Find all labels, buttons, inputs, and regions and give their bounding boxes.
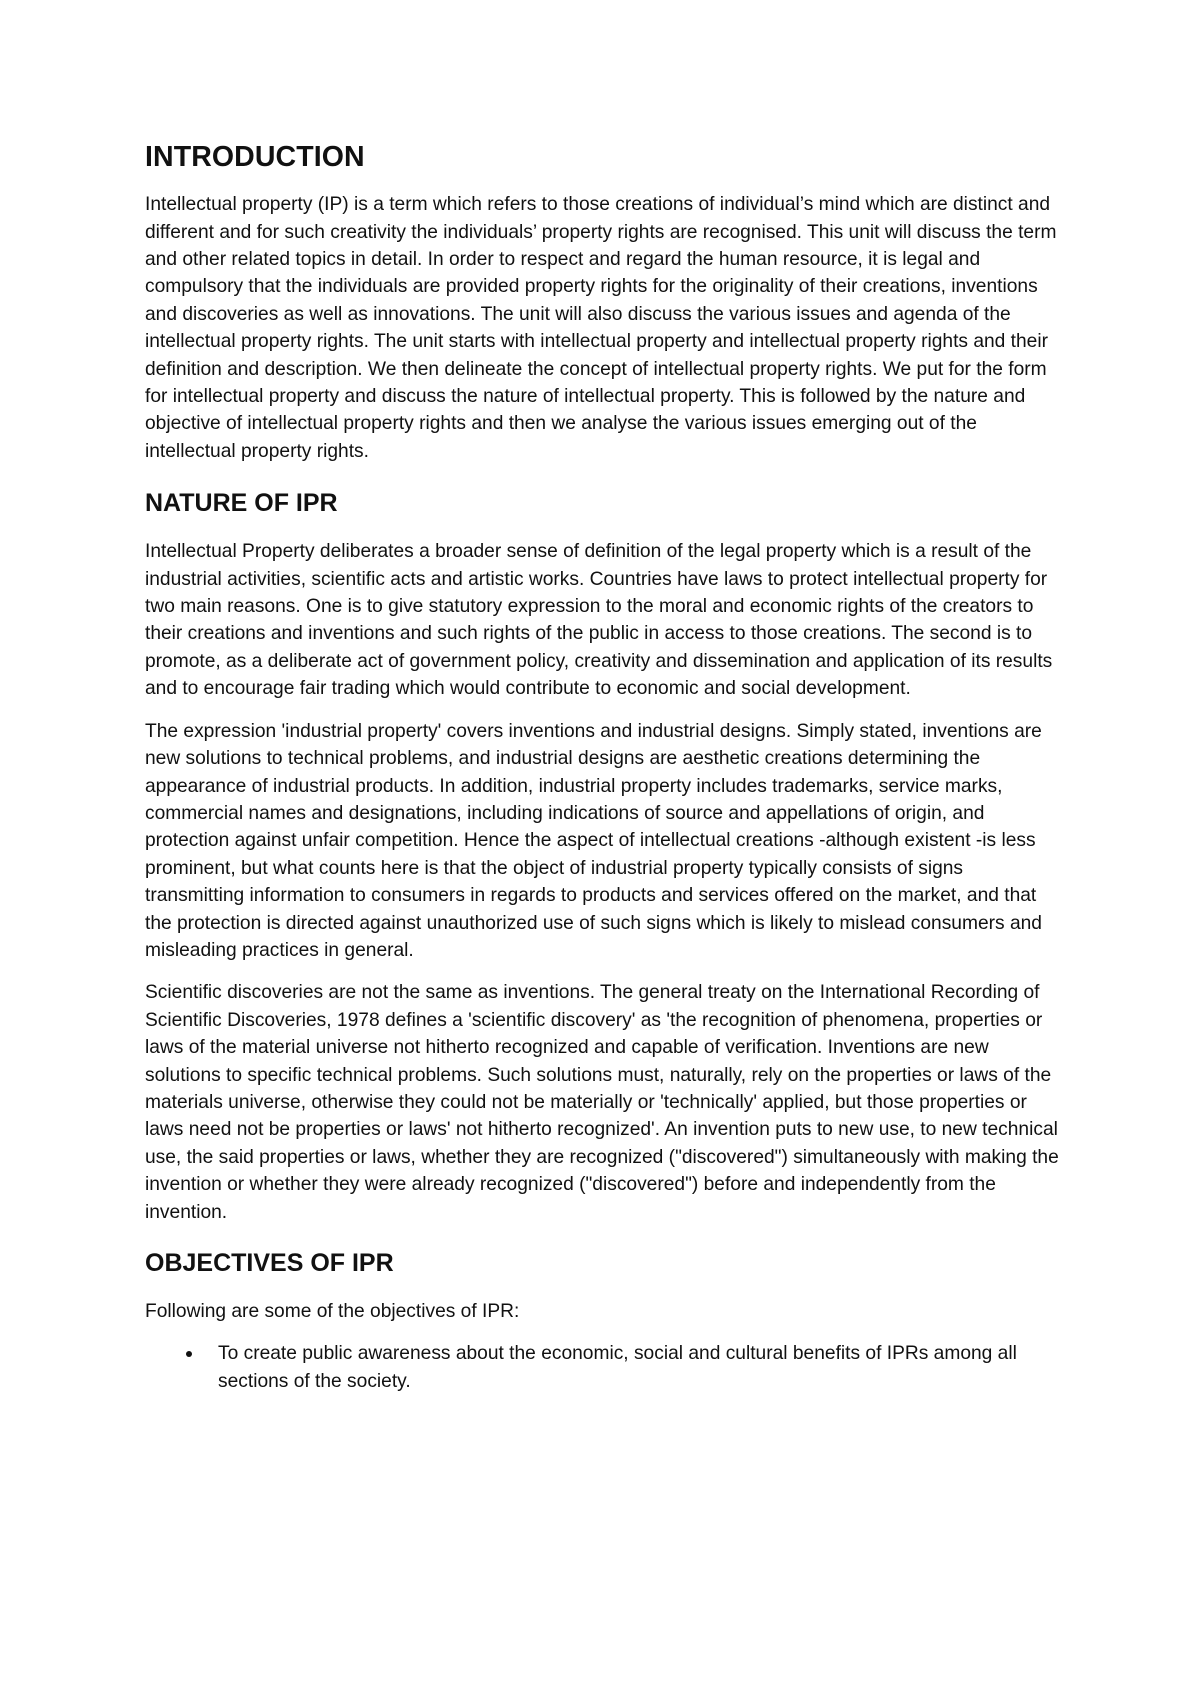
nature-paragraph-1: Intellectual Property deliberates a broader sense of definition of the legal property which is a result of the industrial activities, scientific acts and artistic works. Countries have laws to protect intellectual property for two main reasons. One is to give statutory expression to the moral and economic rights of the creators to their creations and inventions and such rights of the public in access to those creations. The second is to promote, as a deliberate act of government policy, creativity and dissemination and application of its results and to encourage fair trading which would contribute to economic and social development. [145, 541, 1053, 700]
objectives-section [145, 1248, 1065, 1395]
nature-paragraph-2: The expression 'industrial property' covers inventions and industrial designs. Simply stated, inventions are new solutions to technical problems, and industrial designs are aesthetic creations determining the appearance of industrial products. In addition, industrial property includes trademarks, service marks, commercial names and designations, including indications of source and appellations of origin, and protection against unfair competition. Hence the aspect of intellectual creations -although existent -is less prominent, but what counts here is that the object of industrial property typically consists of signs transmitting information to consumers in regards to products and services offered on the market, and that the protection is directed against unauthorized use of such signs which is likely to mislead consumers and misleading practices in general. [145, 720, 1042, 961]
document-page [145, 140, 1065, 1395]
nature-section [145, 488, 1065, 1226]
introduction-paragraph: Intellectual property (IP) is a term which refers to those creations of individual’s mind which are distinct and different and for such creativity the individuals’ property rights are recognised. This unit will discuss the term and other related topics in detail. In order to respect and regard the human resource, it is legal and compulsory that the individuals are provided property rights for the originality of their creations, inventions and discoveries as well as innovations. The unit will also discuss the various issues and agenda of the intellectual property rights. The unit starts with intellectual property and intellectual property rights and their definition and description. We then delineate the concept of intellectual property rights. We put for the form for intellectual property and discuss the nature of intellectual property. This is followed by the nature and objective of intellectual property rights and then we analyse the various issues emerging out of the intellectual property rights. [145, 194, 1057, 462]
list-item [145, 1340, 1065, 1395]
objectives-heading: OBJECTIVES OF IPR [145, 1249, 394, 1277]
nature-heading: NATURE OF IPR [145, 489, 338, 518]
bullet-icon [186, 1351, 192, 1357]
objectives-lead: Following are some of the objectives of IPR: [145, 1301, 520, 1322]
list-item-text: To create public awareness about the economic, social and cultural benefits of IPRs among all sections of the society. [218, 1343, 1017, 1392]
objectives-list [145, 1340, 1065, 1395]
introduction-section [145, 140, 1065, 465]
introduction-heading: INTRODUCTION [145, 141, 365, 173]
nature-paragraph-3: Scientific discoveries are not the same as inventions. The general treaty on the International Recording of Scientific Discoveries, 1978 defines a 'scientific discovery' as 'the recognition of phenomena, properties or laws of the material universe not hitherto recognized and capable of verification. Inventions are new solutions to specific technical problems. Such solutions must, naturally, rely on the properties or laws of the materials universe, otherwise they could not be materially or 'technically' applied, but those properties or laws need not be properties or laws' not hitherto recognized'. An invention puts to new use, to new technical use, the said properties or laws, whether they are recognized ("discovered") simultaneously with making the invention or whether they were already recognized ("discovered") before and independently from the invention. [145, 982, 1059, 1223]
